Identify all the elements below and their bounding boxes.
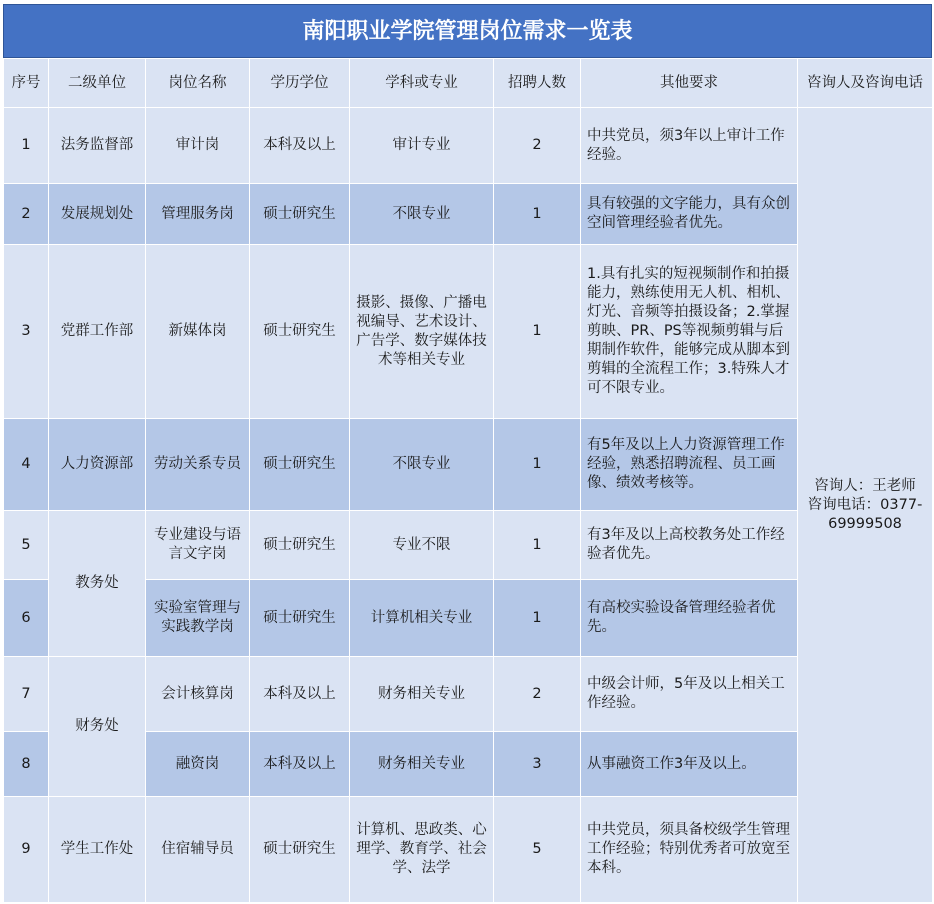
header-position: 岗位名称 bbox=[146, 59, 250, 108]
cell-position: 新媒体岗 bbox=[146, 245, 250, 419]
table-row bbox=[4, 184, 933, 245]
cell-major: 审计专业 bbox=[350, 108, 494, 184]
cell-degree: 本科及以上 bbox=[250, 108, 350, 184]
cell-seq: 7 bbox=[4, 657, 49, 732]
cell-degree: 硕士研究生 bbox=[250, 511, 350, 580]
cell-other: 中共党员，须具备校级学生管理工作经验；特别优秀者可放宽至本科。 bbox=[581, 797, 798, 903]
cell-major: 不限专业 bbox=[350, 184, 494, 245]
cell-position: 融资岗 bbox=[146, 732, 250, 797]
cell-position: 管理服务岗 bbox=[146, 184, 250, 245]
cell-other: 具有较强的文字能力，具有众创空间管理经验者优先。 bbox=[581, 184, 798, 245]
cell-seq: 1 bbox=[4, 108, 49, 184]
header-unit: 二级单位 bbox=[49, 59, 146, 108]
cell-position: 专业建设与语言文字岗 bbox=[146, 511, 250, 580]
positions-table bbox=[3, 58, 933, 903]
cell-degree: 硕士研究生 bbox=[250, 419, 350, 511]
header-contact: 咨询人及咨询电话 bbox=[798, 59, 933, 108]
contact-cell bbox=[798, 108, 933, 903]
cell-seq: 2 bbox=[4, 184, 49, 245]
cell-unit: 法务监督部 bbox=[49, 108, 146, 184]
cell-other: 中共党员，须3年以上审计工作经验。 bbox=[581, 108, 798, 184]
header-seq: 序号 bbox=[4, 59, 49, 108]
header-count: 招聘人数 bbox=[494, 59, 581, 108]
cell-other: 有高校实验设备管理经验者优先。 bbox=[581, 580, 798, 657]
cell-unit: 党群工作部 bbox=[49, 245, 146, 419]
cell-unit-merged: 财务处 bbox=[49, 657, 146, 797]
cell-major: 计算机、思政类、心理学、教育学、社会学、法学 bbox=[350, 797, 494, 903]
table-row bbox=[4, 511, 933, 580]
table-row bbox=[4, 657, 933, 732]
job-table-container bbox=[3, 4, 932, 903]
cell-position: 住宿辅导员 bbox=[146, 797, 250, 903]
cell-unit: 学生工作处 bbox=[49, 797, 146, 903]
cell-degree: 硕士研究生 bbox=[250, 245, 350, 419]
cell-position: 会计核算岗 bbox=[146, 657, 250, 732]
cell-major: 不限专业 bbox=[350, 419, 494, 511]
cell-count: 2 bbox=[494, 657, 581, 732]
cell-degree: 硕士研究生 bbox=[250, 797, 350, 903]
cell-degree: 硕士研究生 bbox=[250, 184, 350, 245]
cell-seq: 9 bbox=[4, 797, 49, 903]
cell-seq: 5 bbox=[4, 511, 49, 580]
cell-degree: 本科及以上 bbox=[250, 657, 350, 732]
cell-seq: 6 bbox=[4, 580, 49, 657]
cell-count: 5 bbox=[494, 797, 581, 903]
cell-major: 财务相关专业 bbox=[350, 732, 494, 797]
cell-degree: 硕士研究生 bbox=[250, 580, 350, 657]
table-row bbox=[4, 245, 933, 419]
cell-count: 1 bbox=[494, 184, 581, 245]
cell-major: 专业不限 bbox=[350, 511, 494, 580]
cell-major: 财务相关专业 bbox=[350, 657, 494, 732]
cell-seq: 4 bbox=[4, 419, 49, 511]
cell-major: 计算机相关专业 bbox=[350, 580, 494, 657]
header-degree: 学历学位 bbox=[250, 59, 350, 108]
cell-other: 从事融资工作3年及以上。 bbox=[581, 732, 798, 797]
contact-person: 咨询人：王老师 bbox=[814, 477, 916, 494]
cell-seq: 8 bbox=[4, 732, 49, 797]
cell-count: 1 bbox=[494, 580, 581, 657]
cell-count: 1 bbox=[494, 245, 581, 419]
cell-count: 1 bbox=[494, 419, 581, 511]
cell-unit: 人力资源部 bbox=[49, 419, 146, 511]
cell-other: 有3年及以上高校教务处工作经验者优先。 bbox=[581, 511, 798, 580]
cell-seq: 3 bbox=[4, 245, 49, 419]
table-row bbox=[4, 797, 933, 903]
table-header-row bbox=[4, 59, 933, 108]
cell-position: 劳动关系专员 bbox=[146, 419, 250, 511]
cell-degree: 本科及以上 bbox=[250, 732, 350, 797]
cell-unit-merged: 教务处 bbox=[49, 511, 146, 657]
table-row bbox=[4, 108, 933, 184]
cell-count: 1 bbox=[494, 511, 581, 580]
header-other: 其他要求 bbox=[581, 59, 798, 108]
cell-other: 1.具有扎实的短视频制作和拍摄能力，熟练使用无人机、相机、灯光、音频等拍摄设备；2.掌握剪映、PR、PS等视频剪辑与后期制作软件，能够完成从脚本到剪辑的全流程工作；3.特殊人才可不限专业。 bbox=[581, 245, 798, 419]
cell-count: 2 bbox=[494, 108, 581, 184]
cell-count: 3 bbox=[494, 732, 581, 797]
cell-position: 实验室管理与实践教学岗 bbox=[146, 580, 250, 657]
cell-unit: 发展规划处 bbox=[49, 184, 146, 245]
header-major: 学科或专业 bbox=[350, 59, 494, 108]
cell-major: 摄影、摄像、广播电视编导、艺术设计、广告学、数字媒体技术等相关专业 bbox=[350, 245, 494, 419]
cell-other: 有5年及以上人力资源管理工作经验，熟悉招聘流程、员工画像、绩效考核等。 bbox=[581, 419, 798, 511]
cell-position: 审计岗 bbox=[146, 108, 250, 184]
table-row bbox=[4, 419, 933, 511]
contact-phone: 咨询电话：0377-69999508 bbox=[807, 496, 923, 532]
page-title: 南阳职业学院管理岗位需求一览表 bbox=[3, 4, 932, 58]
cell-other: 中级会计师，5年及以上相关工作经验。 bbox=[581, 657, 798, 732]
